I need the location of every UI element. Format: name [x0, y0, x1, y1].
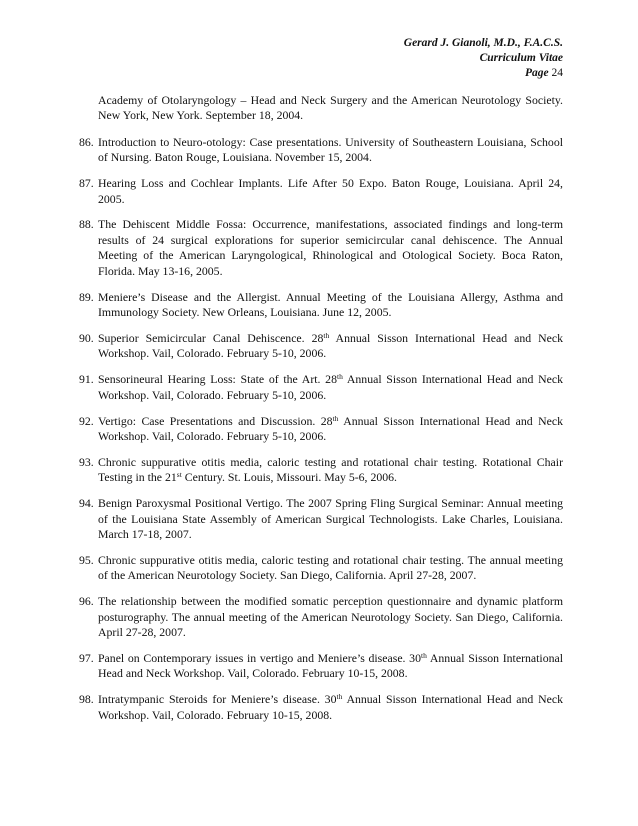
entry-number: 87.: [79, 176, 94, 191]
entry-text-start: Sensorineural Hearing Loss: State of the Art. 28: [98, 372, 337, 387]
list-item: [79, 331, 563, 362]
entry-text-end: Annual Sisson International Head and Neck Workshop. Vail, Colorado. February 5-10, 2006.: [98, 413, 563, 443]
entry-number: 92.: [79, 413, 94, 428]
entry-number: 95.: [79, 552, 94, 567]
entry-text-start: Intratympanic Steroids for Meniere’s disease. 30: [98, 692, 337, 707]
entry-text-end: Annual Sisson International Head and Neck Workshop. Vail, Colorado. February 10-15, 2008.: [98, 650, 564, 681]
entry-number: 91.: [79, 372, 94, 387]
list-item: [79, 496, 563, 542]
ordinal-suffix: th: [420, 650, 427, 660]
page-header: [404, 36, 563, 81]
entry-text-end: Annual Sisson International Head and Neck Workshop. Vail, Colorado. February 5-10, 2006.: [98, 372, 564, 402]
entry-text-start: Vertigo: Case Presentations and Discussion. 28: [98, 413, 333, 428]
entry-text: Hearing Loss and Cochlear Implants. Life After 50 Expo. Baton Rouge, Louisiana. April 24, 2005.: [98, 176, 563, 206]
entry-text-start: Panel on Contemporary issues in vertigo and Meniere’s disease. 30: [98, 650, 421, 665]
presentations-list: [79, 93, 563, 734]
entry-text-end: Annual Sisson International Head and Neck Workshop. Vail, Colorado. February 10-15, 2008.: [98, 692, 563, 722]
list-item: [79, 455, 563, 486]
ordinal-suffix: th: [332, 413, 339, 423]
list-item: [79, 217, 563, 279]
list-item: [79, 372, 563, 403]
list-item: [79, 692, 563, 723]
entry-number: 97.: [79, 650, 94, 665]
entry-number: 94.: [79, 496, 94, 511]
page-number: 24: [551, 67, 563, 79]
entry-text-start: Chronic suppurative otitis media, caloric testing and rotational chair testing. Rotational Chair Testing in the 21: [98, 454, 563, 485]
list-item: [79, 594, 563, 640]
entry-number: 89.: [79, 289, 94, 304]
list-item: [79, 414, 563, 445]
entry-text: The relationship between the modified somatic perception questionnaire and dynamic platform posturography. The annual meeting of the American Neurotology Society. San Diego, California. April 27-28, 2007.: [98, 594, 563, 639]
entry-number: 98.: [79, 692, 94, 707]
page-indicator: [404, 66, 563, 81]
ordinal-suffix: th: [336, 692, 343, 702]
entry-text: The Dehiscent Middle Fossa: Occurrence, manifestations, associated findings and long-term results of 24 surgical explorations for superior semicircular canal dehiscence. The Annual Meeting of the American Laryngological, Rhinological and Otological Society. Boca Raton, Florida. May 13-16, 2005.: [98, 217, 563, 278]
entry-text-end: Annual Sisson International Head and Neck Workshop. Vail, Colorado. February 5-10, 2006.: [98, 330, 563, 361]
ordinal-suffix: th: [336, 372, 343, 382]
entry-number: 90.: [79, 330, 94, 345]
entry-text: Meniere’s Disease and the Allergist. Annual Meeting of the Louisiana Allergy, Asthma and Immunology Society. New Orleans, Louisiana. June 12, 2005.: [98, 289, 563, 319]
entry-text-start: Superior Semicircular Canal Dehiscence. 28: [98, 330, 324, 345]
list-item: [79, 290, 563, 321]
ordinal-suffix: th: [323, 330, 330, 340]
entry-text: Chronic suppurative otitis media, caloric testing and rotational chair testing. The annual meeting of the American Neurotology Society. San Diego, California. April 27-28, 2007.: [98, 552, 563, 583]
page-label: Page: [524, 67, 549, 79]
entry-number: 96.: [79, 594, 94, 609]
list-item: [79, 553, 563, 584]
entry-text: Benign Paroxysmal Positional Vertigo. The 2007 Spring Fling Surgical Seminar: Annual meeting of the Louisiana State Assembly of American Surgical Technologists. Lake Charles, Louisiana. March 17-18, 2007.: [98, 496, 563, 541]
entry-text: Academy of Otolaryngology – Head and Neck Surgery and the American Neurotology Society. New York, New York. September 18, 2004.: [98, 93, 563, 123]
list-item: [79, 176, 563, 207]
list-item: [79, 651, 563, 682]
entry-text: Introduction to Neuro-otology: Case presentations. University of Southeastern Louisiana, School of Nursing. Baton Rouge, Louisiana. November 15, 2004.: [98, 134, 563, 165]
document-title: Curriculum Vitae: [479, 52, 563, 64]
entry-number: 86.: [79, 134, 94, 149]
entry-text-end: Century. St. Louis, Missouri. May 5-6, 2006.: [181, 470, 397, 485]
entry-number: 88.: [79, 217, 94, 232]
author-name: Gerard J. Gianoli, M.D., F.A.C.S.: [403, 37, 563, 49]
list-item-continuation: [79, 93, 563, 124]
list-item: [79, 135, 563, 166]
ordinal-suffix: st: [176, 470, 182, 480]
entry-number: 93.: [79, 454, 94, 469]
